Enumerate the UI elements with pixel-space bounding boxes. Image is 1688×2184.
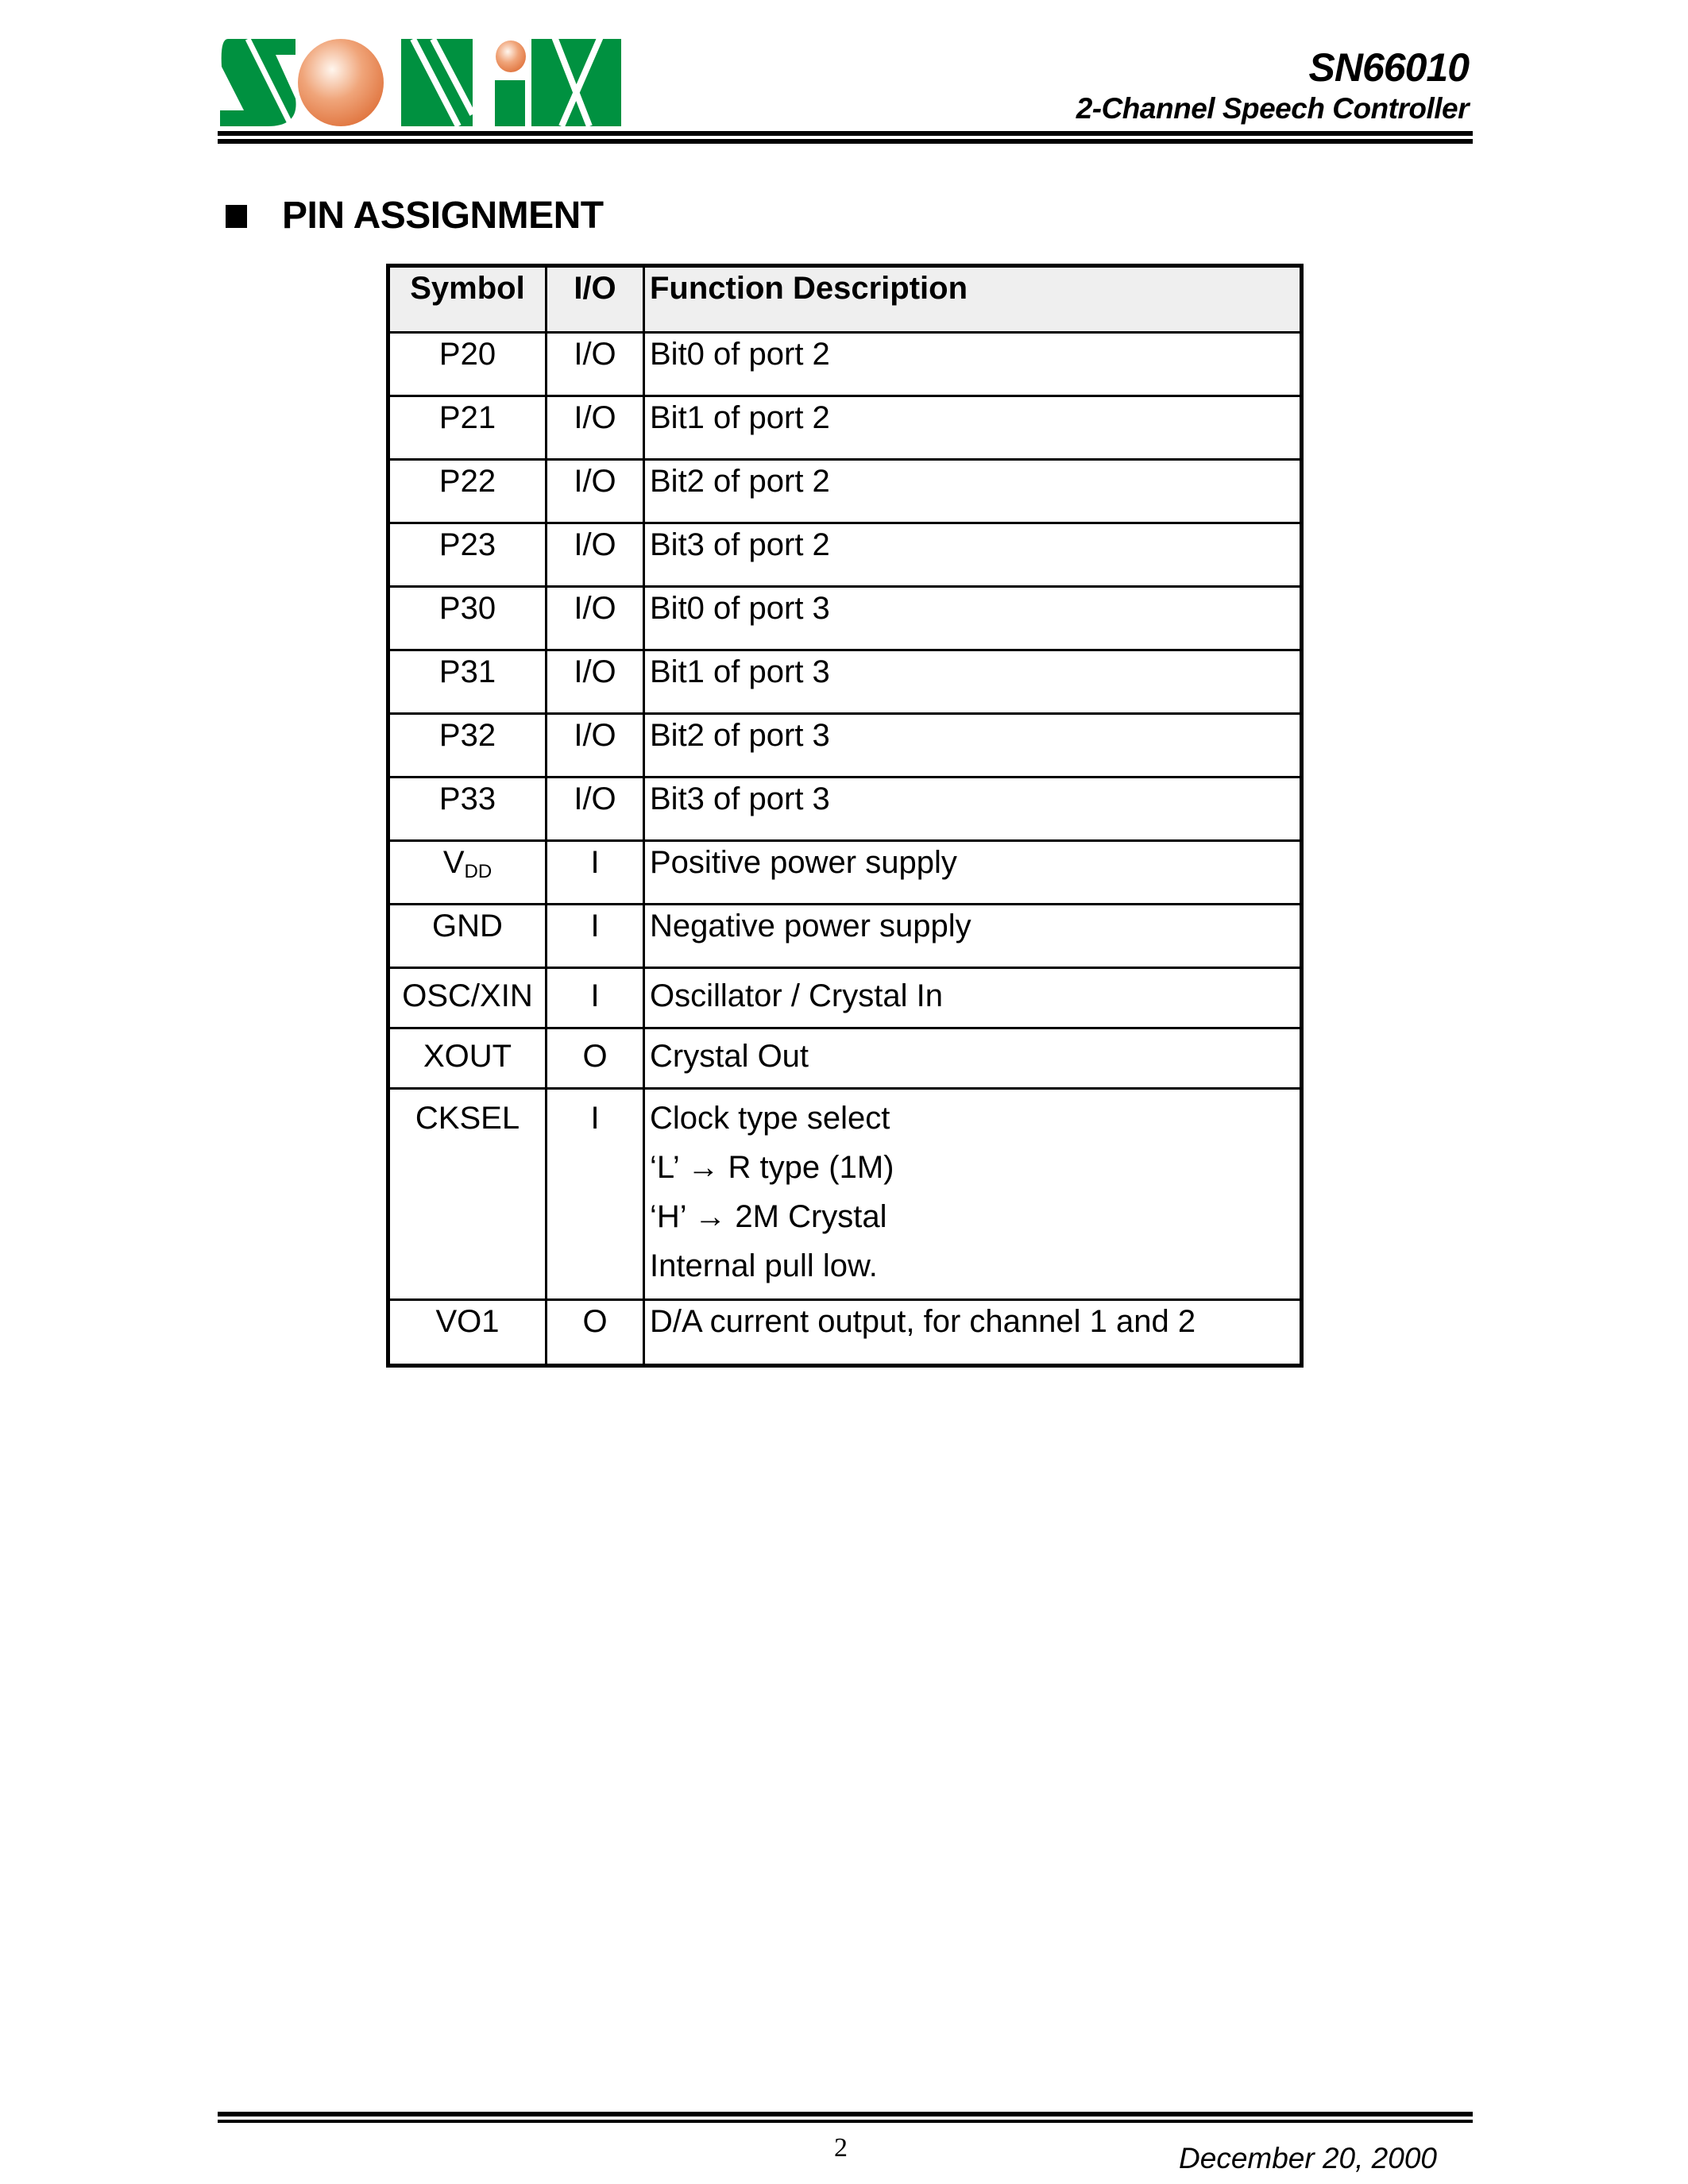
pin-symbol-subscript: DD	[464, 861, 492, 882]
io-cell	[547, 905, 644, 968]
symbol-cell	[388, 714, 547, 778]
pin-io-type: I	[590, 909, 600, 943]
symbol-cell	[388, 650, 547, 714]
document-title: SN66010	[1308, 45, 1469, 90]
io-cell	[547, 650, 644, 714]
header-rule-top	[218, 131, 1473, 136]
pin-io-type: I/O	[574, 464, 616, 499]
symbol-cell	[388, 523, 547, 587]
section-heading: PIN ASSIGNMENT	[282, 195, 604, 237]
pin-description: Bit3 of port 3	[650, 781, 830, 816]
description-cell	[644, 460, 1302, 523]
symbol-cell	[388, 968, 547, 1028]
pin-description: Bit0 of port 3	[650, 591, 830, 626]
symbol-cell	[388, 396, 547, 460]
pin-io-type: I/O	[574, 527, 616, 562]
description-cell	[644, 841, 1302, 905]
page-number: 2	[834, 2133, 848, 2163]
symbol-cell	[388, 778, 547, 841]
pin-io-type: I/O	[574, 654, 616, 689]
pin-symbol: P22	[438, 464, 496, 499]
pin-symbol: XOUT	[423, 1039, 512, 1074]
pin-io-type: I	[590, 978, 600, 1013]
io-cell	[547, 333, 644, 396]
footer-rule-top	[218, 2112, 1473, 2116]
table-row	[388, 650, 1302, 714]
table-row	[388, 778, 1302, 841]
pin-description: Bit2 of port 2	[650, 464, 830, 499]
pin-description: Crystal Out	[650, 1039, 809, 1074]
description-cell	[644, 1300, 1302, 1366]
pin-symbol: P21	[438, 400, 496, 435]
symbol-cell	[388, 333, 547, 396]
table-row	[388, 333, 1302, 396]
square-bullet-icon	[226, 205, 247, 228]
io-cell	[547, 523, 644, 587]
pin-symbol: P23	[438, 527, 496, 562]
pin-io-type: O	[582, 1039, 608, 1074]
pin-description: Oscillator / Crystal In	[650, 978, 943, 1013]
io-cell	[547, 1028, 644, 1089]
description-cell	[644, 905, 1302, 968]
description-cell	[644, 1028, 1302, 1089]
io-cell	[547, 1089, 644, 1300]
io-cell	[547, 714, 644, 778]
symbol-cell	[388, 587, 547, 650]
pin-symbol: P32	[438, 718, 496, 753]
pin-io-type: I	[590, 1101, 600, 1136]
sonix-logo	[220, 39, 621, 126]
symbol-cell	[388, 1028, 547, 1089]
table-header-row	[388, 266, 1302, 333]
pin-symbol: P33	[438, 781, 496, 816]
table-row	[388, 905, 1302, 968]
pin-description: D/A current output, for channel 1 and 2	[650, 1304, 1196, 1339]
table-row	[388, 587, 1302, 650]
symbol-cell	[388, 1300, 547, 1366]
column-header-function: Function Description	[644, 266, 1302, 333]
footer-rule-bottom	[218, 2120, 1473, 2123]
pin-io-type: I/O	[574, 337, 616, 372]
table-row	[388, 841, 1302, 905]
pin-description: Negative power supply	[650, 909, 971, 943]
pin-io-type: I	[590, 845, 600, 880]
pin-io-type: I/O	[574, 781, 616, 816]
io-cell	[547, 778, 644, 841]
pin-symbol: GND	[432, 909, 503, 943]
symbol-cell	[388, 460, 547, 523]
table-row	[388, 968, 1302, 1028]
pin-description: Bit1 of port 2	[650, 400, 830, 435]
table-row	[388, 523, 1302, 587]
document-subtitle: 2-Channel Speech Controller	[1076, 92, 1469, 125]
description-line: ‘H’ → 2M Crystal	[650, 1199, 887, 1234]
table-row	[388, 1028, 1302, 1089]
pin-symbol: V	[442, 845, 465, 880]
io-cell	[547, 841, 644, 905]
description-cell	[644, 587, 1302, 650]
description-cell	[644, 523, 1302, 587]
pin-symbol: P31	[438, 654, 496, 689]
description-cell	[644, 396, 1302, 460]
symbol-cell	[388, 841, 547, 905]
description-cell	[644, 968, 1302, 1028]
pin-assignment-table	[386, 264, 1304, 1368]
column-header-io: I/O	[547, 266, 644, 333]
table-row	[388, 1089, 1302, 1300]
io-cell	[547, 1300, 644, 1366]
table-row	[388, 460, 1302, 523]
symbol-cell	[388, 1089, 547, 1300]
pin-description: Bit1 of port 3	[650, 654, 830, 689]
io-cell	[547, 968, 644, 1028]
pin-io-type: O	[582, 1304, 608, 1339]
description-line: ‘L’ → R type (1M)	[650, 1150, 894, 1185]
description-cell	[644, 778, 1302, 841]
io-cell	[547, 396, 644, 460]
pin-symbol: P20	[438, 337, 496, 372]
description-cell	[644, 333, 1302, 396]
column-header-symbol: Symbol	[388, 266, 547, 333]
document-date: December 20, 2000	[1179, 2142, 1437, 2174]
pin-symbol: VO1	[435, 1304, 500, 1339]
io-cell	[547, 587, 644, 650]
description-line: Clock type select	[650, 1101, 890, 1136]
description-cell	[644, 650, 1302, 714]
header-rule-bottom	[218, 139, 1473, 144]
pin-description: Bit0 of port 2	[650, 337, 830, 372]
pin-io-type: I/O	[574, 718, 616, 753]
pin-io-type: I/O	[574, 400, 616, 435]
symbol-cell	[388, 905, 547, 968]
pin-symbol: P30	[438, 591, 496, 626]
pin-description: Positive power supply	[650, 845, 957, 880]
pin-description: Bit2 of port 3	[650, 718, 830, 753]
description-cell	[644, 714, 1302, 778]
table-row	[388, 1300, 1302, 1366]
table-row	[388, 714, 1302, 778]
pin-symbol: CKSEL	[415, 1101, 520, 1136]
pin-io-type: I/O	[574, 591, 616, 626]
table-row	[388, 396, 1302, 460]
io-cell	[547, 460, 644, 523]
pin-symbol: OSC/XIN	[402, 978, 533, 1013]
description-cell	[644, 1089, 1302, 1300]
description-line: Internal pull low.	[650, 1248, 878, 1283]
pin-description: Bit3 of port 2	[650, 527, 830, 562]
